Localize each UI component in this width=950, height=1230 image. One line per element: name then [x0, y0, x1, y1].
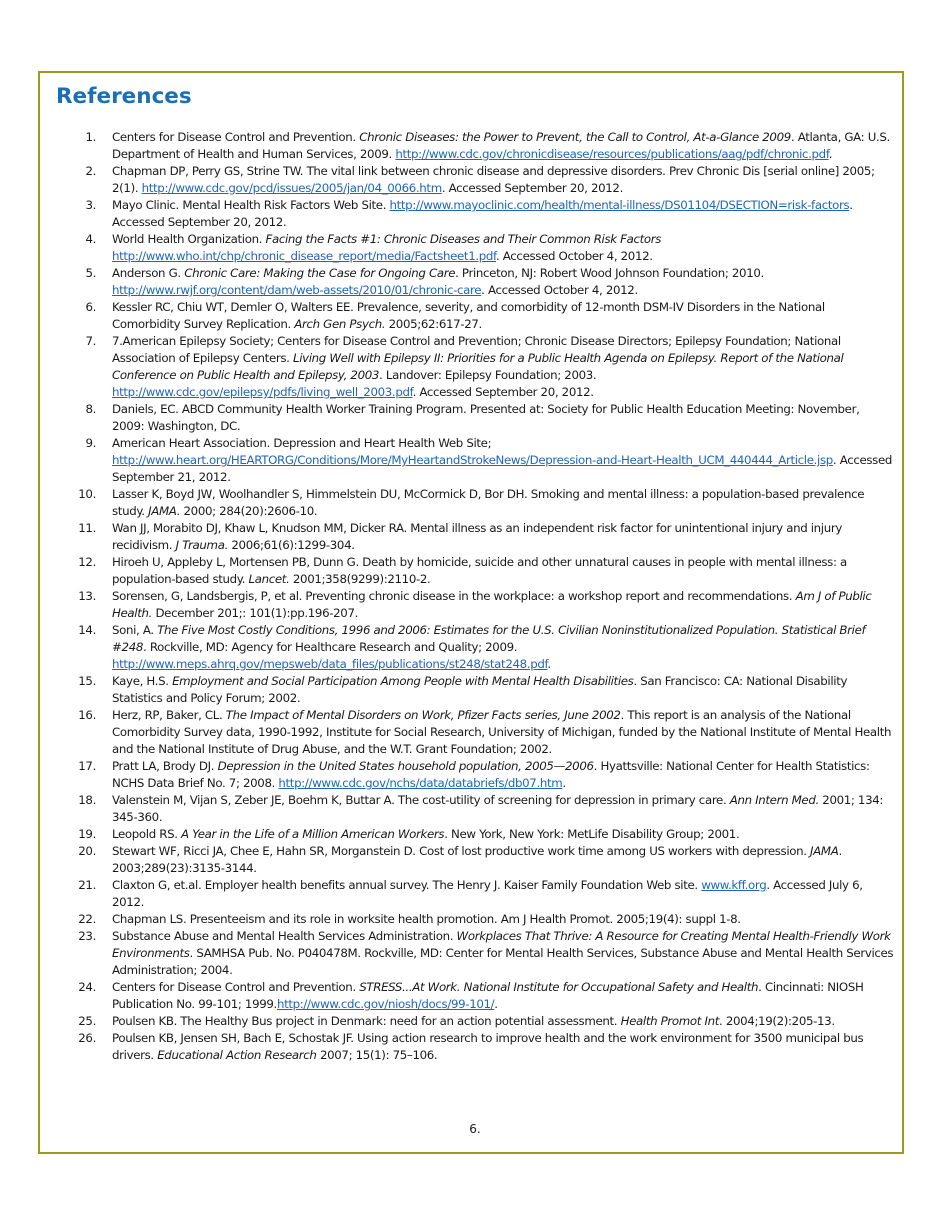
reference-text: Mayo Clinic. Mental Health Risk Factors Web Site.: [112, 198, 390, 212]
reference-link[interactable]: http://www.mayoclinic.com/health/mental-illness/DS01104/DSECTION=risk-factors: [389, 198, 850, 212]
reference-number: 24.: [78, 980, 96, 994]
reference-number: 15.: [78, 674, 96, 688]
reference-title-italic: Employment and Social Participation Among People with Mental Health Disabilities: [172, 674, 634, 688]
reference-number: 12.: [78, 555, 96, 569]
reference-title-italic: Lancet.: [248, 572, 290, 586]
reference-text: . Accessed September 20, 2012.: [112, 198, 853, 229]
reference-item: [58, 622, 894, 673]
reference-title-italic: Arch Gen Psych.: [294, 317, 386, 331]
reference-number: 23.: [78, 929, 96, 943]
reference-text: .: [562, 776, 566, 790]
reference-number: 1.: [85, 130, 96, 144]
reference-text: . Accessed September 21, 2012.: [112, 453, 893, 484]
reference-title-italic: Educational Action Research: [157, 1048, 317, 1062]
reference-text: Anderson G.: [112, 266, 185, 280]
reference-link[interactable]: http://www.cdc.gov/nchs/data/databriefs/db07.htm: [278, 776, 563, 790]
reference-link[interactable]: http://www.who.int/chp/chronic_disease_report/media/Factsheet1.pdf: [112, 249, 496, 263]
reference-text: World Health Organization.: [112, 232, 266, 246]
reference-text: .: [547, 657, 551, 671]
reference-text: . Hyattsville: National Center for Health Statistics: NCHS Data Brief No. 7; 2008.: [112, 759, 870, 790]
reference-link[interactable]: http://www.cdc.gov/pcd/issues/2005/jan/04_0066.htm: [141, 181, 442, 195]
reference-link[interactable]: www.kff.org: [701, 878, 767, 892]
reference-item: [58, 554, 894, 588]
reference-number: 17.: [78, 759, 96, 773]
reference-item: [58, 520, 894, 554]
reference-title-italic: A Year in the Life of a Million American Workers: [181, 827, 445, 841]
reference-text: Poulsen KB. The Healthy Bus project in Denmark: need for an action potential assessment.: [112, 1014, 621, 1028]
reference-text: . Rockville, MD: Agency for Healthcare Research and Quality; 2009.: [143, 640, 518, 654]
page-number: 6.: [469, 1122, 481, 1136]
reference-title-italic: The Five Most Costly Conditions, 1996 and 2006: Estimates for the U.S. Civilian Noninstitutionalized Population. Statistical Brief #248: [112, 623, 866, 654]
reference-text: Herz, RP, Baker, CL.: [112, 708, 226, 722]
reference-link[interactable]: http://www.cdc.gov/chronicdisease/resources/publications/aag/pdf/chronic.pdf: [395, 147, 829, 161]
reference-text: Claxton G, et.al. Employer health benefits annual survey. The Henry J. Kaiser Family Foundation Web site.: [112, 878, 702, 892]
reference-item: [58, 673, 894, 707]
page-title: References: [56, 84, 192, 109]
reference-item: [58, 979, 894, 1013]
reference-link[interactable]: http://www.meps.ahrq.gov/mepsweb/data_files/publications/st248/stat248.pdf: [112, 657, 548, 671]
reference-text: Stewart WF, Ricci JA, Chee E, Hahn SR, Morganstein D. Cost of lost productive work time among US workers with depression.: [112, 844, 811, 858]
reference-title-italic: Depression in the United States household population, 2005—2006: [217, 759, 594, 773]
reference-item: [58, 265, 894, 299]
reference-text: . 2003;289(23):3135-3144.: [112, 844, 842, 875]
reference-title-italic: Ann Intern Med.: [729, 793, 819, 807]
reference-item: [58, 792, 894, 826]
reference-number: 13.: [78, 589, 96, 603]
reference-title-italic: The Impact of Mental Disorders on Work, Pfizer Facts series, June 2002: [225, 708, 621, 722]
reference-text: 2005;62:617-27.: [385, 317, 482, 331]
reference-item: [58, 911, 894, 928]
reference-text: .: [494, 997, 498, 1011]
reference-title-italic: Facing the Facts #1: Chronic Diseases and Their Common Risk Factors: [265, 232, 662, 246]
reference-item: [58, 707, 894, 758]
reference-title-italic: Chronic Diseases: the Power to Prevent, the Call to Control, At-a-Glance 2009: [359, 130, 791, 144]
reference-text: . Accessed September 20, 2012.: [412, 385, 594, 399]
reference-item: [58, 826, 894, 843]
reference-title-italic: Living Well with Epilepsy II: Priorities for a Public Health Agenda on Epilepsy. Report of the National Conference on Public Health and Epilepsy, 2003: [112, 351, 844, 382]
reference-title-italic: JAMA: [810, 844, 839, 858]
reference-text: 2001; 134: 345-360.: [112, 793, 884, 824]
reference-text: . Accessed October 4, 2012.: [495, 249, 653, 263]
reference-item: [58, 197, 894, 231]
reference-text: Substance Abuse and Mental Health Services Administration.: [112, 929, 457, 943]
reference-text: . New York, New York: MetLife Disability Group; 2001.: [444, 827, 740, 841]
reference-item: [58, 163, 894, 197]
reference-item: [58, 435, 894, 486]
reference-link[interactable]: http://www.cdc.gov/epilepsy/pdfs/living_well_2003.pdf: [112, 385, 413, 399]
reference-link[interactable]: http://www.heart.org/HEARTORG/Conditions/More/MyHeartandStrokeNews/Depression-and-Heart-Health_UCM_440444_Article.jsp: [112, 453, 833, 467]
reference-number: 22.: [78, 912, 96, 926]
reference-text: . Landover: Epilepsy Foundation; 2003.: [379, 368, 597, 382]
reference-item: [58, 333, 894, 401]
reference-number: 25.: [78, 1014, 96, 1028]
reference-text: Wan JJ, Morabito DJ, Khaw L, Knudson MM, Dicker RA. Mental illness as an independent risk factor for unintentional injury and injury recidivism.: [112, 521, 842, 552]
reference-title-italic: Health Promot Int: [620, 1014, 720, 1028]
reference-link[interactable]: http://www.cdc.gov/niosh/docs/99-101/: [276, 997, 495, 1011]
reference-text: Soni, A.: [112, 623, 158, 637]
reference-title-italic: JAMA.: [148, 504, 181, 518]
reference-number: 3.: [85, 198, 96, 212]
reference-text: . This report is an analysis of the National Comorbidity Survey data, 1990-1992, Institute for Social Research, University of Michigan, funded by the National Institute of Mental Health and the National Institute of Drug Abuse, and the W.T. Grant Foundation; 2002.: [112, 708, 892, 756]
reference-text: Centers for Disease Control and Prevention.: [112, 130, 360, 144]
reference-text: Centers for Disease Control and Prevention.: [112, 980, 360, 994]
reference-number: 7.: [85, 334, 96, 348]
reference-item: [58, 1030, 894, 1064]
reference-text: . Princeton, NJ: Robert Wood Johnson Foundation; 2010.: [455, 266, 764, 280]
reference-number: 18.: [78, 793, 96, 807]
reference-text: . Accessed July 6, 2012.: [112, 878, 863, 909]
reference-item: [58, 758, 894, 792]
reference-item: [58, 486, 894, 520]
reference-item: [58, 877, 894, 911]
reference-text: . San Francisco: CA: National Disability Statistics and Policy Forum; 2002.: [112, 674, 848, 705]
reference-text: Daniels, EC. ABCD Community Health Worker Training Program. Presented at: Society for Public Health Education Meeting: November, 2009: Washington, DC.: [112, 402, 860, 433]
reference-text: 2000; 284(20):2606-10.: [180, 504, 318, 518]
reference-text: . Cincinnati: NIOSH Publication No. 99-101; 1999.: [112, 980, 864, 1011]
reference-text: Poulsen KB, Jensen SH, Bach E, Schostak JF. Using action research to improve health and the work environment for 3500 municipal bus drivers.: [112, 1031, 864, 1062]
reference-text: Pratt LA, Brody DJ.: [112, 759, 218, 773]
reference-text: . Accessed September 20, 2012.: [441, 181, 623, 195]
reference-number: 26.: [78, 1031, 96, 1045]
reference-text: Valenstein M, Vijan S, Zeber JE, Boehm K, Buttar A. The cost-utility of screening for depression in primary care.: [112, 793, 730, 807]
reference-title-italic: STRESS...At Work. National Institute for Occupational Safety and Health: [359, 980, 759, 994]
reference-item: [58, 231, 894, 265]
reference-item: [58, 1013, 894, 1030]
reference-title-italic: Am J of Public Health.: [112, 589, 872, 620]
reference-title-italic: Workplaces That Thrive: A Resource for Creating Mental Health-Friendly Work Environments: [112, 929, 891, 960]
reference-text: Hiroeh U, Appleby L, Mortensen PB, Dunn G. Death by homicide, suicide and other unnatural causes in people with mental illness: a population-based study.: [112, 555, 847, 586]
reference-link[interactable]: http://www.rwjf.org/content/dam/web-assets/2010/01/chronic-care: [112, 283, 482, 297]
reference-number: 16.: [78, 708, 96, 722]
reference-item: [58, 401, 894, 435]
reference-text: . SAMHSA Pub. No. P040478M. Rockville, MD: Center for Mental Health Services, Substance Abuse and Mental Health Services Administration; 2004.: [112, 946, 894, 977]
reference-number: 19.: [78, 827, 96, 841]
reference-number: 4.: [85, 232, 96, 246]
reference-number: 20.: [78, 844, 96, 858]
reference-text: Lasser K, Boyd JW, Woolhandler S, Himmelstein DU, McCormick D, Bor DH. Smoking and mental illness: a population-based prevalence study.: [112, 487, 865, 518]
reference-title-italic: Chronic Care: Making the Case for Ongoing Care: [184, 266, 456, 280]
reference-number: 6.: [85, 300, 96, 314]
reference-text: Leopold RS.: [112, 827, 182, 841]
reference-number: 5.: [85, 266, 96, 280]
reference-text: Kessler RC, Chiu WT, Demler O, Walters EE. Prevalence, severity, and comorbidity of 12-month DSM-IV Disorders in the National Comorbidity Survey Replication.: [112, 300, 825, 331]
reference-text: 2007; 15(1): 75–106.: [316, 1048, 438, 1062]
reference-text: 2001;358(9299):2110-2.: [289, 572, 431, 586]
reference-text: American Heart Association. Depression and Heart Health Web Site;: [112, 436, 492, 450]
reference-text: 2006;61(6):1299-304.: [227, 538, 355, 552]
reference-text: .: [828, 147, 833, 161]
reference-list: [58, 129, 894, 1064]
reference-number: 10.: [78, 487, 96, 501]
reference-text: . Accessed October 4, 2012.: [481, 283, 638, 297]
reference-number: 8.: [85, 402, 96, 416]
reference-text: . 2004;19(2):205-13.: [719, 1014, 835, 1028]
reference-text: Kaye, H.S.: [112, 674, 173, 688]
reference-text: Chapman LS. Presenteeism and its role in worksite health promotion. Am J Health Promot. 2005;19(4): suppl 1-8.: [112, 912, 741, 926]
reference-text: Sorensen, G, Landsbergis, P, et al. Preventing chronic disease in the workplace: a workshop report and recommendations.: [112, 589, 796, 603]
reference-text: Chapman DP, Perry GS, Strine TW. The vital link between chronic disease and depressive disorders. Prev Chronic Dis [serial online] 2005; 2(1).: [112, 164, 875, 195]
reference-text: . Atlanta, GA: U.S. Department of Health and Human Services, 2009.: [112, 130, 890, 161]
reference-item: [58, 928, 894, 979]
reference-text: 7.American Epilepsy Society; Centers for Disease Control and Prevention; Chronic Disease Directors; Epilepsy Foundation; National Association of Epilepsy Centers.: [112, 334, 841, 365]
reference-number: 9.: [85, 436, 96, 450]
reference-number: 11.: [78, 521, 96, 535]
reference-number: 2.: [85, 164, 96, 178]
reference-item: [58, 129, 894, 163]
reference-item: [58, 299, 894, 333]
reference-item: [58, 588, 894, 622]
reference-title-italic: J Trauma.: [175, 538, 228, 552]
reference-number: 21.: [78, 878, 96, 892]
reference-item: [58, 843, 894, 877]
reference-number: 14.: [78, 623, 96, 637]
reference-text: December 201;: 101(1):pp.196-207.: [152, 606, 359, 620]
